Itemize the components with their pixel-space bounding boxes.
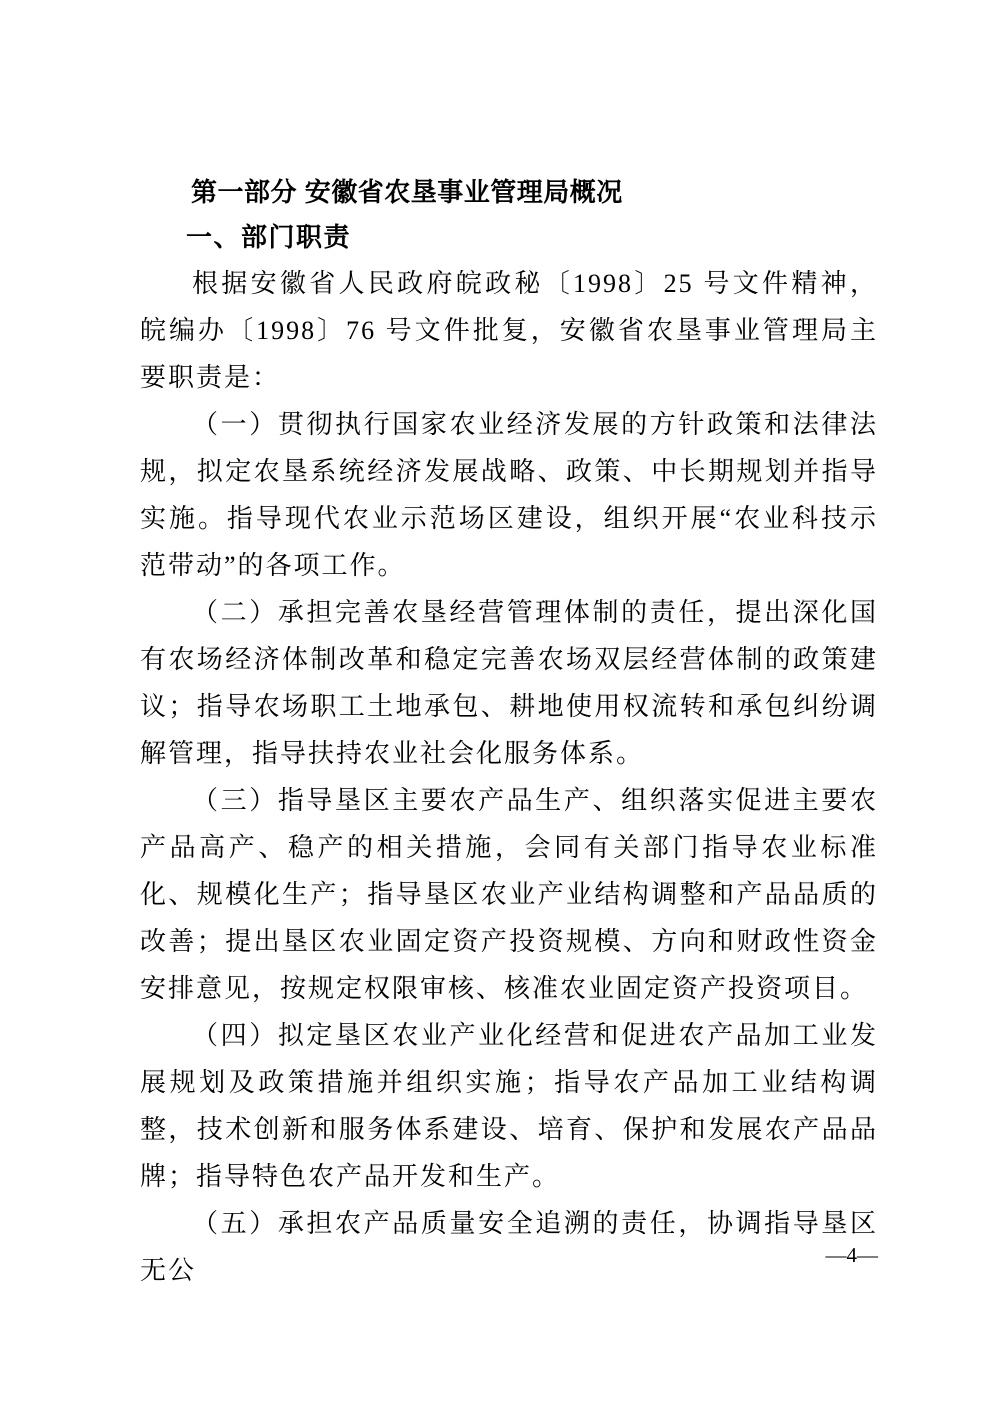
page-number: —4— xyxy=(825,1243,878,1267)
section-title: 第一部分 安徽省农垦事业管理局概况 xyxy=(191,177,623,207)
document-body xyxy=(140,260,878,1294)
paragraph-duty-3: （三）指导垦区主要农产品生产、组织落实促进主要农产品高产、稳产的相关措施，会同有关部门指导农业标准化、规模化生产；指导垦区农业产业结构调整和产品品质的改善；提出垦区农业固定资产投资规模、方向和财政性资金安排意见，按规定权限审核、核准农业固定资产投资项目。 xyxy=(140,786,878,1003)
paragraph-duty-5: （五）承担农产品质量安全追溯的责任，协调指导垦区无公 xyxy=(140,1209,878,1285)
paragraph-intro: 根据安徽省人民政府皖政秘〔1998〕25 号文件精神，皖编办〔1998〕76 号文件批复，安徽省农垦事业管理局主要职责是： xyxy=(140,269,878,392)
subsection-title: 一、部门职责 xyxy=(186,222,352,252)
paragraph-duty-4: （四）拟定垦区农业产业化经营和促进农产品加工业发展规划及政策措施并组织实施；指导农产品加工业结构调整，技术创新和服务体系建设、培育、保护和发展农产品品牌；指导特色农产品开发和生产。 xyxy=(140,1021,878,1191)
paragraph-duty-1: （一）贯彻执行国家农业经济发展的方针政策和法律法规，拟定农垦系统经济发展战略、政策、中长期规划并指导实施。指导现代农业示范场区建设，组织开展“农业科技示范带动”的各项工作。 xyxy=(140,410,878,580)
paragraph-duty-2: （二）承担完善农垦经营管理体制的责任，提出深化国有农场经济体制改革和稳定完善农场双层经营体制的政策建议；指导农场职工土地承包、耕地使用权流转和承包纠纷调解管理，指导扶持农业社会化服务体系。 xyxy=(140,598,878,768)
